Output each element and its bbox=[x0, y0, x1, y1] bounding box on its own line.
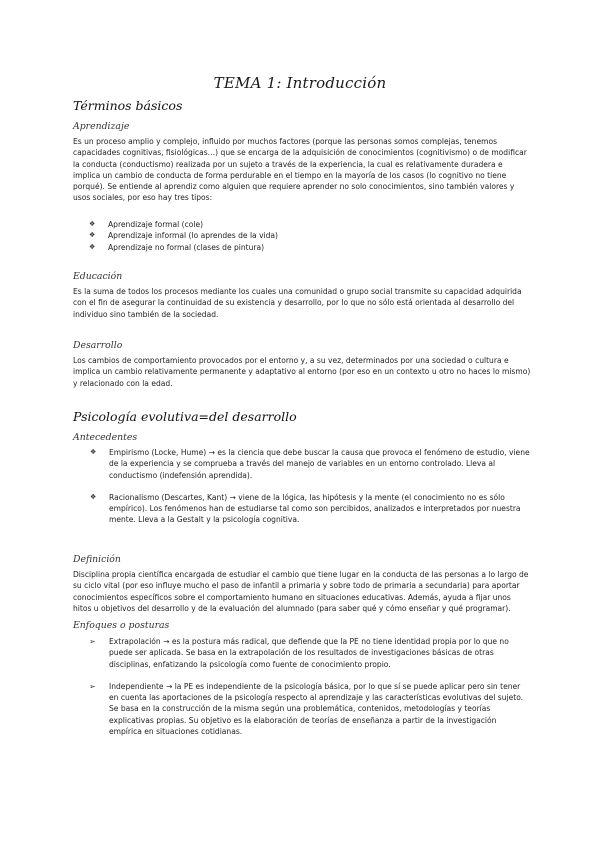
subheading-enfoques: Enfoques o posturas bbox=[73, 620, 170, 631]
diamond-bullet-icon: ❖ bbox=[89, 231, 96, 240]
list-item: ❖ Empirismo (Locke, Hume) → es la ciencia que debe buscar la causa que provoca el fenómeno de estudio, viene de la experiencia y se comprueba a través del manejo de variables en un entorno controlado. Lleva al conductismo (indefensión aprendida). bbox=[90, 448, 530, 480]
list-item: ❖ Aprendizaje formal (cole) bbox=[89, 220, 204, 229]
list-antecedentes bbox=[89, 447, 531, 526]
paragraph-desarrollo: Los cambios de comportamiento provocados por el entorno y, a su vez, determinados por una sociedad o cultura e implica un cambio relativamente permanente y adaptativo al entorno (por eso en un contexto u otro no haces lo mismo) y relacionado con la edad. bbox=[73, 356, 531, 388]
paragraph-educacion: Es la suma de todos los procesos mediante los cuales una comunidad o grupo social transmite su capacidad adquirida con el fin de asegurar la continuidad de su existencia y desarrollo, por lo que no sólo está orientada al desarrollo del individuo sino también de la sociedad. bbox=[73, 287, 522, 319]
subheading-desarrollo: Desarrollo bbox=[73, 340, 123, 351]
arrow-bullet-icon: ➢ bbox=[89, 681, 96, 691]
diamond-bullet-icon: ❖ bbox=[90, 448, 97, 456]
paragraph-aprendizaje: Es un proceso amplio y complejo, influido por muchos factores (porque las personas somos complejas, tenemos capacidades cognitivas, fisiológicas…) que se encarga de la adquisición de conocimientos (cognitivismo) o de modificar la conducta (conductismo) realizada por un sujeto a través de la experiencia, la cual es relativamente duradera e implica un cambio de conducta de forma perdurable en el tiempo en la mayoría de los casos (lo cognitivo no tiene porqué). Se entiende al aprendiz como alguien que requiere aprender no solo conocimientos, sino también valores y usos sociales, por eso hay tres tipos: bbox=[73, 137, 527, 203]
list-item: ➢ Independiente → la PE es independiente de la psicología básica, por lo que sí se puede aplicar pero sin tener en cuenta las aportaciones de la psicología respecto al aprendizaje y las características evolutivas del sujeto. Se basa en la construcción de la misma según una problemática, contenidos, metodologías y teorías explicativas propias. Su objetivo es la elaboración de teorías de enseñanza a partir de la investigación empírica en situaciones cotidianas. bbox=[89, 681, 524, 737]
diamond-bullet-icon: ❖ bbox=[90, 492, 97, 501]
diamond-bullet-icon: ❖ bbox=[89, 242, 96, 251]
list-item: ❖ Racionalismo (Descartes, Kant) → viene de la lógica, las hipótesis y la mente (el conocimiento no es sólo empírico). Los fenómenos han de estudiarse tal como son percibidos, analizados e interpretados por nuestra mente. Lleva a la Gestalt y la psicología cognitiva. bbox=[90, 492, 521, 525]
list-item: ➢ Extrapolación → es la postura más radical, que defiende que la PE no tiene identidad propia por lo que no puede ser aplicada. Se basa en la extrapolación de los resultados de investigaciones básicas de otras disciplinas, enfatizando la psicología como fuente de conocimiento propio. bbox=[89, 637, 509, 669]
list-tipos-aprendizaje bbox=[89, 219, 529, 253]
subheading-educacion: Educación bbox=[73, 271, 123, 282]
list-item: ❖ Aprendizaje informal (lo aprendes de la vida) bbox=[89, 231, 278, 241]
subheading-definicion: Definición bbox=[73, 554, 121, 565]
heading-terminos-basicos: Términos básicos bbox=[73, 98, 183, 113]
heading-psicologia-evolutiva: Psicología evolutiva=del desarrollo bbox=[73, 409, 297, 424]
list-item: ❖ Aprendizaje no formal (clases de pintura) bbox=[89, 242, 265, 252]
paragraph-definicion: Disciplina propia científica encargada de estudiar el cambio que tiene lugar en la conducta de las personas a lo largo de su ciclo vital (por eso influye mucho el paso de infantil a primaria y sobre todo de primaria a secundaria) para aportar conocimientos específicos sobre el comportamiento humano en situaciones educativas. Además, ayuda a fijar unos hitos u objetivos del desarrollo y de la evaluación del alumnado (para saber qué y cómo enseñar y qué programar). bbox=[73, 570, 529, 613]
subheading-aprendizaje: Aprendizaje bbox=[73, 121, 130, 132]
subheading-antecedentes: Antecedentes bbox=[73, 432, 138, 443]
diamond-bullet-icon: ❖ bbox=[89, 220, 96, 228]
page-title: TEMA 1: Introducción bbox=[213, 74, 387, 92]
arrow-bullet-icon: ➢ bbox=[89, 637, 96, 646]
list-enfoques bbox=[89, 636, 531, 737]
